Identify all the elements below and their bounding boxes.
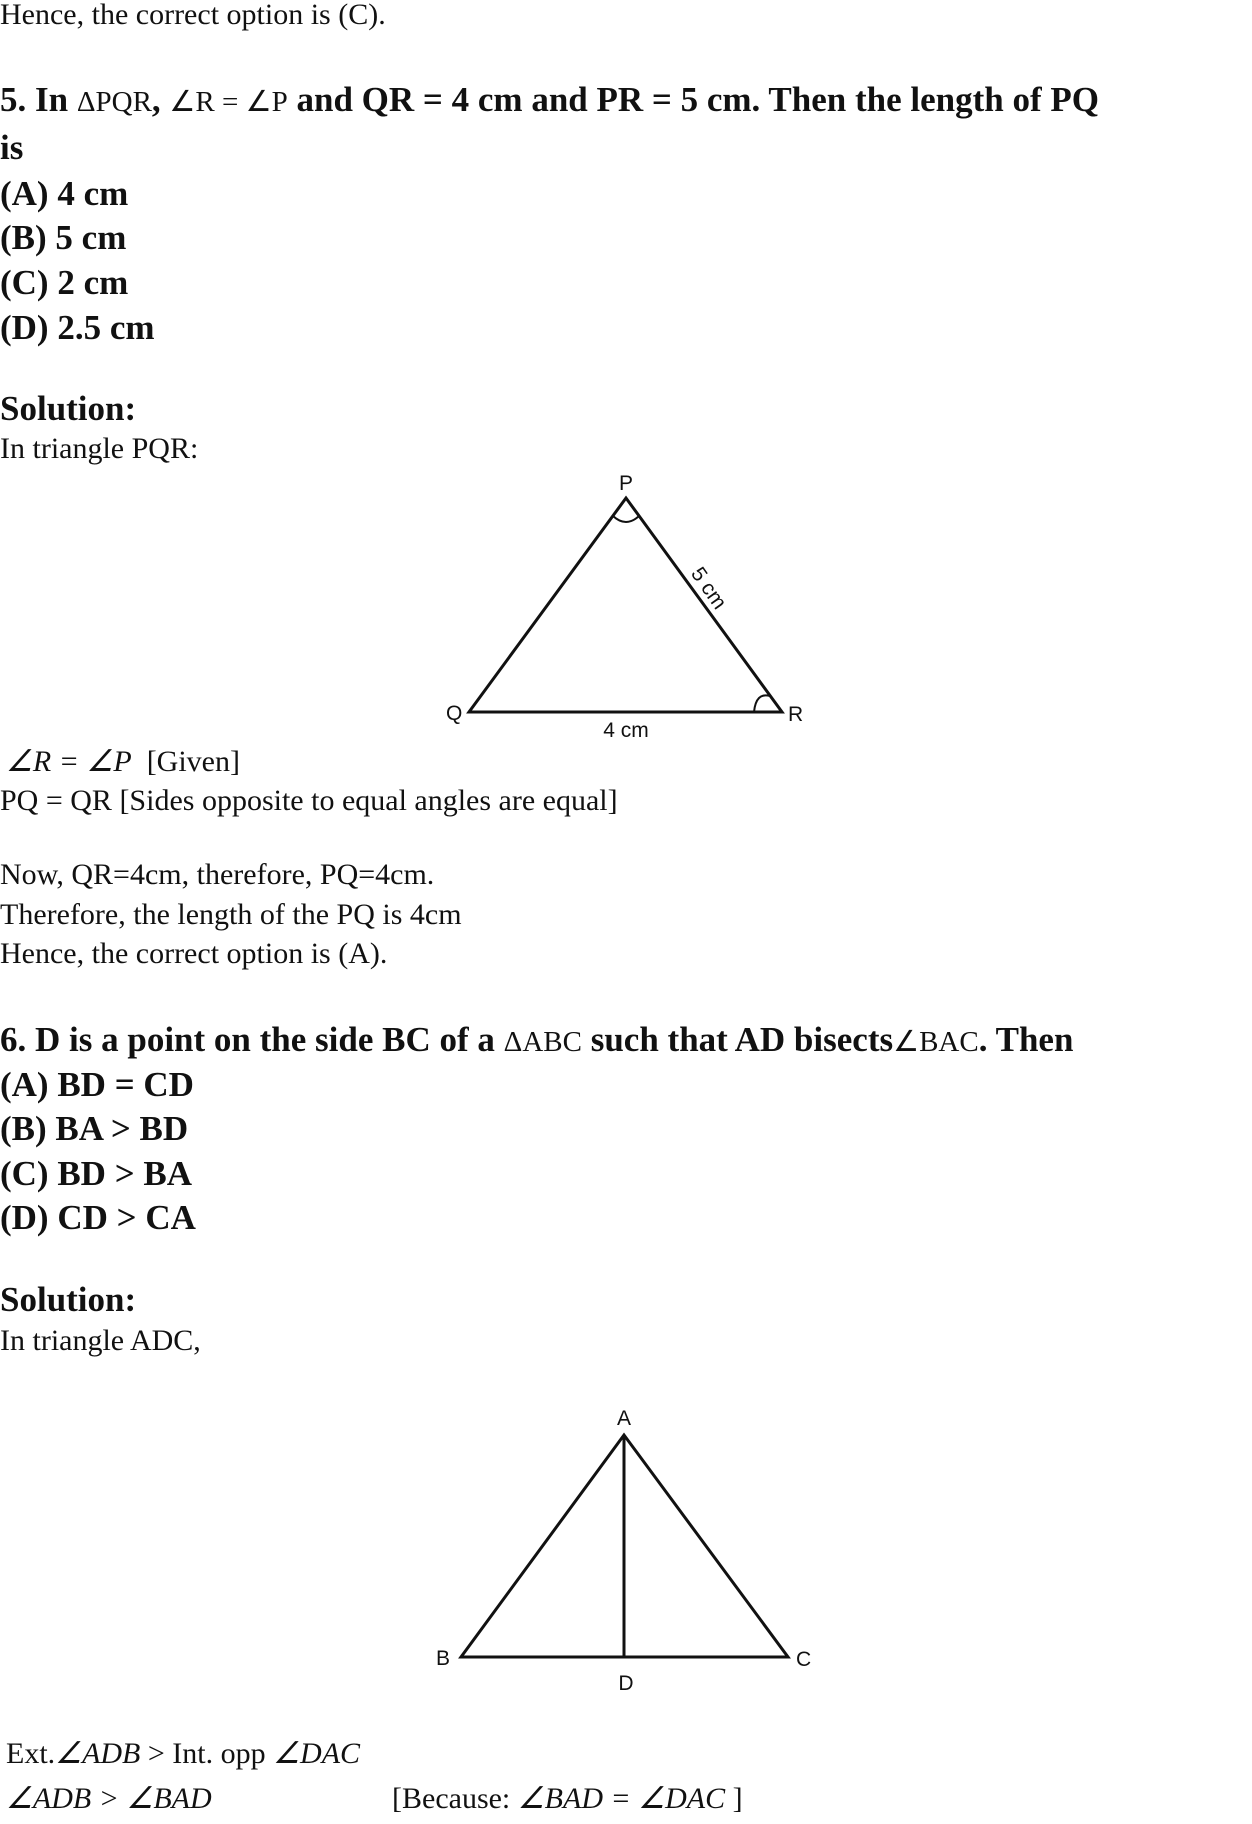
q5-step1-math: ∠R = ∠P [6, 745, 132, 778]
q6-option-b: (B) BA > BD [0, 1109, 189, 1148]
label-p: P [618, 472, 634, 495]
q6-step2-d: ] [732, 1782, 743, 1815]
q5-option-a: (A) 4 cm [0, 174, 129, 213]
q6-option-a: (A) BD = CD [0, 1065, 194, 1104]
q6-step2-c: ∠BAD = ∠DAC [517, 1782, 726, 1815]
q5-step2: PQ = QR [Sides opposite to equal angles are equal] [0, 784, 618, 817]
q5-triangle: ΔPQR [76, 86, 152, 118]
q6-step2-b: [Because: [392, 1782, 511, 1815]
q6-solution-heading: Solution: [0, 1280, 137, 1319]
q6-step1-d: ∠DAC [273, 1737, 361, 1770]
q6-step1-a: Ext. [6, 1737, 56, 1770]
label-d: D [618, 1672, 634, 1695]
triangle-abc-figure [436, 1407, 811, 1695]
q6-step2-math: ∠ADB > ∠BAD [6, 1782, 212, 1815]
q5-comma: , [151, 80, 161, 119]
q5-step3: Now, QR=4cm, therefore, PQ=4cm. [0, 858, 435, 891]
triangle-pqr [469, 498, 782, 712]
q6-option-d: (D) CD > CA [0, 1198, 196, 1237]
question-5-stem-cont: is [0, 128, 24, 167]
q5-option-d: (D) 2.5 cm [0, 308, 155, 347]
label-pr-length: 5 cm [686, 563, 732, 614]
q5-step4: Therefore, the length of the PQ is 4cm [0, 898, 462, 931]
q5-number: 5. In [0, 80, 69, 119]
q6-part1: 6. D is a point on the side BC of a [0, 1020, 495, 1059]
q6-option-c: (C) BD > BA [0, 1154, 193, 1193]
q6-part3: . Then [978, 1020, 1074, 1059]
q5-solution-heading: Solution: [0, 389, 137, 428]
q6-intro: In triangle ADC, [0, 1324, 201, 1357]
label-b: B [436, 1647, 451, 1670]
triangle-pqr-figure [446, 472, 803, 742]
label-r: R [788, 703, 804, 726]
q5-conclusion: Hence, the correct option is (A). [0, 937, 388, 970]
q5-step1 [6, 747, 240, 777]
q5-step1-note: [Given] [146, 745, 240, 778]
angle-r-arc [754, 695, 770, 712]
q6-step1-c: > Int. opp [147, 1737, 266, 1770]
question-6-stem [0, 1022, 1073, 1057]
q5-option-c: (C) 2 cm [0, 263, 129, 302]
label-c: C [796, 1648, 812, 1671]
label-a: A [616, 1407, 632, 1430]
q6-step1-b: ∠ADB [55, 1737, 141, 1770]
previous-conclusion: Hence, the correct option is (C). [0, 0, 386, 31]
angle-p-arc [613, 516, 639, 522]
q6-part2: such that AD bisects [590, 1020, 894, 1059]
q5-intro: In triangle PQR: [0, 432, 199, 465]
q6-step2-reason [392, 1784, 743, 1814]
q6-triangle: ΔABC [503, 1026, 582, 1058]
label-q: Q [446, 702, 463, 725]
q5-angles: ∠R = ∠P [169, 86, 288, 118]
label-qr-length: 4 cm [603, 719, 649, 742]
q5-rest: and QR = 4 cm and PR = 5 cm. Then the length of PQ [296, 80, 1099, 119]
q5-option-b: (B) 5 cm [0, 218, 127, 257]
q6-angle: ∠BAC [893, 1026, 979, 1058]
q6-step1 [6, 1739, 360, 1769]
